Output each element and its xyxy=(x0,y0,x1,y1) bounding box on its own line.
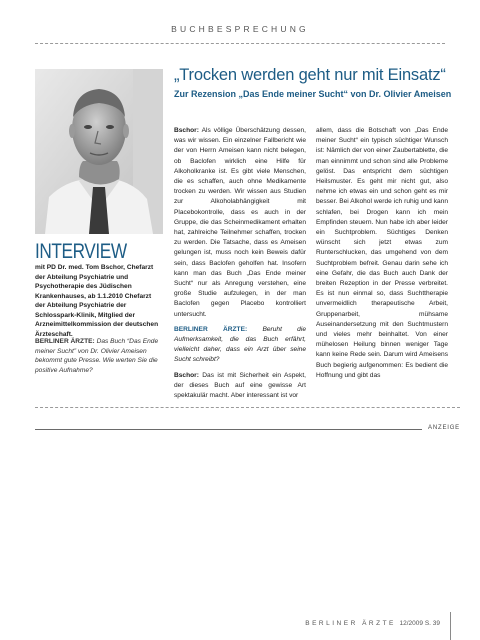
top-divider xyxy=(35,43,445,44)
article-subhead: Zur Rezension „Das Ende meiner Sucht“ von Dr. Olivier Ameisen xyxy=(174,89,452,99)
first-question xyxy=(35,337,163,375)
text-column-2 xyxy=(316,126,448,386)
portrait-photo xyxy=(35,69,163,234)
text-column-1 xyxy=(174,126,306,406)
footer-bar xyxy=(450,612,451,640)
answer-label: Bschor: xyxy=(174,371,199,379)
question-2 xyxy=(174,325,306,366)
issue-page: 12/2009 S. 39 xyxy=(399,620,440,627)
ad-divider xyxy=(35,429,422,430)
answer-text-start: Das ist mit Sicherheit ein Aspekt, der dieses Buch auf eine gewisse Art spektakulär macht. Aber interessant ist vor xyxy=(174,371,306,400)
answer-2-continued: allem, dass die Botschaft von „Das Ende meiner Sucht“ ein typisch süchtiger Wunsch ist: Nämlich der von einer Zaubertablette, die man einnimmt und schon sind alle Probleme gelöst. Das entspricht dem süchtigen Heilsmuster. Es geht mir nicht gut, also nehme ich etwas ein und schon geht es mir besser. Bei Alkohol werde ich ruhig und kann schlafen, bei Drogen kann ich mein Empfinden steuern. Nun habe ich aber leider ein Suchtproblem. Süchtiges Denken wünscht sich jetzt etwas zum Runterschlucken, das umgehend von dem Suchtproblem befreit. Genau darin sehe ich eine Gefahr, die das Buch auch Dank der breiten Rezeption in der Presse verbreitet. Es ist nun einmal so, dass Suchttherapie unvermeidlich therapeutische Arbeit, Gruppenarbeit, mühsame Auseinandersetzung mit den Suchtmustern und vieles mehr beinhaltet. Von einer mühelosen Heilung binnen weniger Tage kann keine Rede sein. Darum wird Ameisens Buch begierig aufgenommen: Es bedient die Hoffnung und gibt das xyxy=(316,127,448,379)
article-end-divider xyxy=(35,407,460,408)
section-label: BUCHBESPRECHUNG xyxy=(171,24,309,34)
page-footer xyxy=(305,620,440,627)
interview-title: INTERVIEW xyxy=(35,240,127,263)
question-text: Beruht die Aufmerksamkeit, die das Buch erfährt, vielleicht daher, dass ein Arzt über seine Sucht schreibt? xyxy=(174,325,306,364)
question-label: BERLINER ÄRZTE: xyxy=(35,338,95,345)
magazine-name: BERLINER ÄRZTE xyxy=(305,620,396,627)
answer-text: Als völlige Überschätzung dessen, was wir wissen. Ein einzelner Fallbericht wie der von Herrn Ameisen kann nicht belegen, ob Baclofen wirklich eine Hilfe für Alkoholkranke ist. Es gibt viele Menschen, die es schaffen, auch ohne Medikamente trocken zu werden. Wir wissen aus Studien zur Alkoholabhängigkeit mit Placebokontrolle, dass es auch in der Gruppe, die das Scheinmedikament erhalten hat, zahlreiche Teilnehmer schaffen, trocken zu werden. Die Tatsache, dass es Ameisen gelungen ist, muss noch kein Beweis dafür sein, dass Baclofen geholfen hat. Insofern kann man das Buch „Das Ende meiner Sucht“ nur als Anregung verstehen, eine große Studie aufzulegen, in der man Baclofen gegen Placebo kontrolliert untersucht. xyxy=(174,127,306,318)
interviewee-bio: mit PD Dr. med. Tom Bschor, Chefarzt der Abteilung Psychiatrie und Psychotherapie des Jüdischen Krankenhauses, ab 1.1.2010 Chefarzt der Abteilung Psychiatrie der Schlosspark-Klinik, Mitglied der Arzneimittelkommission der deutschen Ärzteschaft. xyxy=(35,264,159,338)
answer-label: Bschor: xyxy=(174,127,199,134)
question-text: Das Buch “Das Ende meiner Sucht” von Dr. Olivier Ameisen bekommt gute Presse. Wie werten Sie die positive Aufnahme? xyxy=(35,338,159,374)
answer-2-start xyxy=(174,371,306,402)
article-headline: „Trocken werden geht nur mit Einsatz“ xyxy=(174,66,446,84)
question-label: BERLINER ÄRZTE: xyxy=(174,325,248,333)
answer-1 xyxy=(174,126,306,320)
ad-label: ANZEIGE xyxy=(428,425,460,431)
